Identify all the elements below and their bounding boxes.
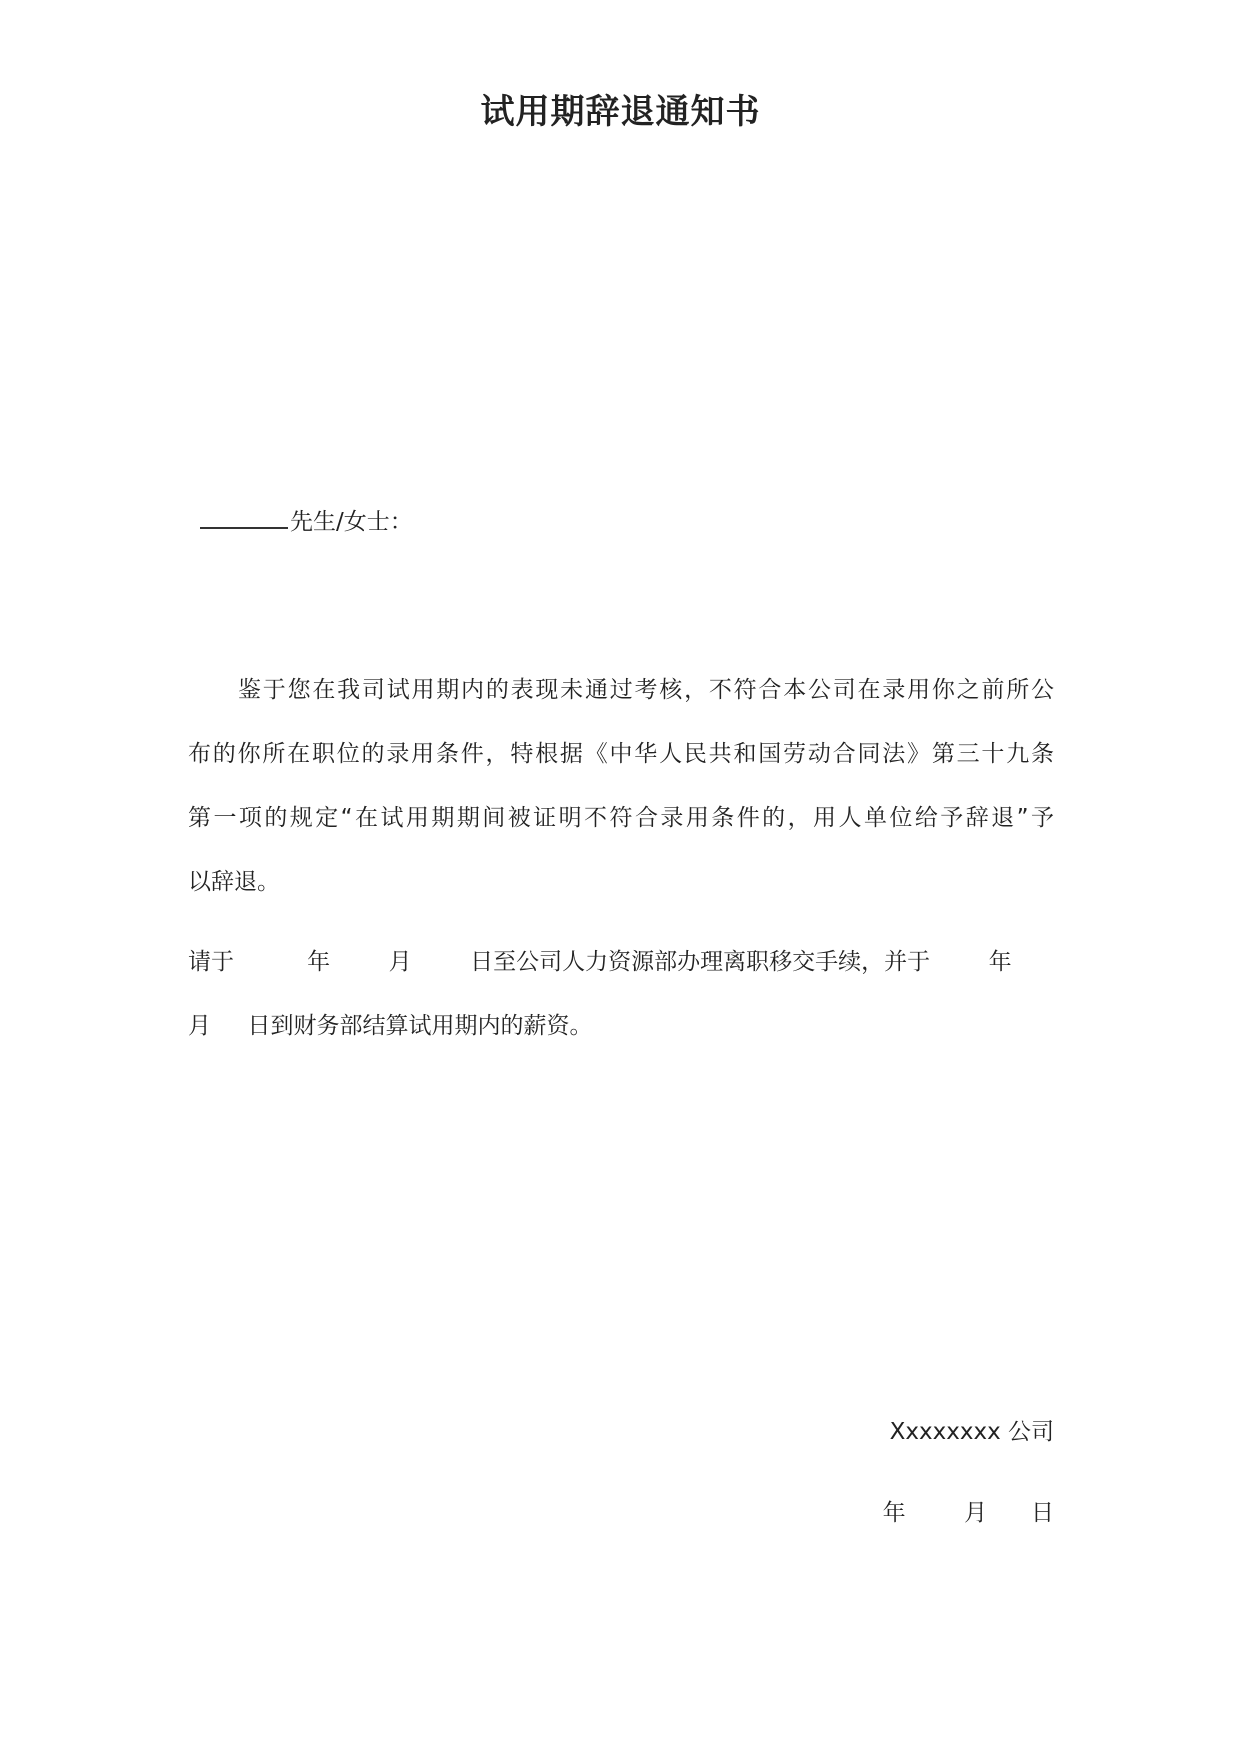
instruction-line-1: 请于 年 月 日至公司人力资源部办理离职移交手续，并于 年 xyxy=(188,949,1012,975)
body-line-2: 布的你所在职位的录用条件，特根据《中华人民共和国劳动合同法》第三十九条 xyxy=(188,741,1054,767)
body-line-4: 以辞退。 xyxy=(188,869,280,895)
signature-date: 年 月 日 xyxy=(882,1500,1054,1526)
document-title: 试用期辞退通知书 xyxy=(480,92,761,132)
salutation xyxy=(200,503,413,536)
salutation-suffix: 先生/女士： xyxy=(290,509,413,535)
name-blank-line xyxy=(200,507,288,529)
instruction-line-2: 月 日到财务部结算试用期内的薪资。 xyxy=(188,1013,593,1039)
body-line-3: 第一项的规定“在试用期期间被证明不符合录用条件的，用人单位给予辞退”予 xyxy=(188,805,1054,831)
signature-company: Xxxxxxxx 公司 xyxy=(889,1419,1054,1445)
body-line-1: 鉴于您在我司试用期内的表现未通过考核，不符合本公司在录用你之前所公 xyxy=(238,677,1054,703)
